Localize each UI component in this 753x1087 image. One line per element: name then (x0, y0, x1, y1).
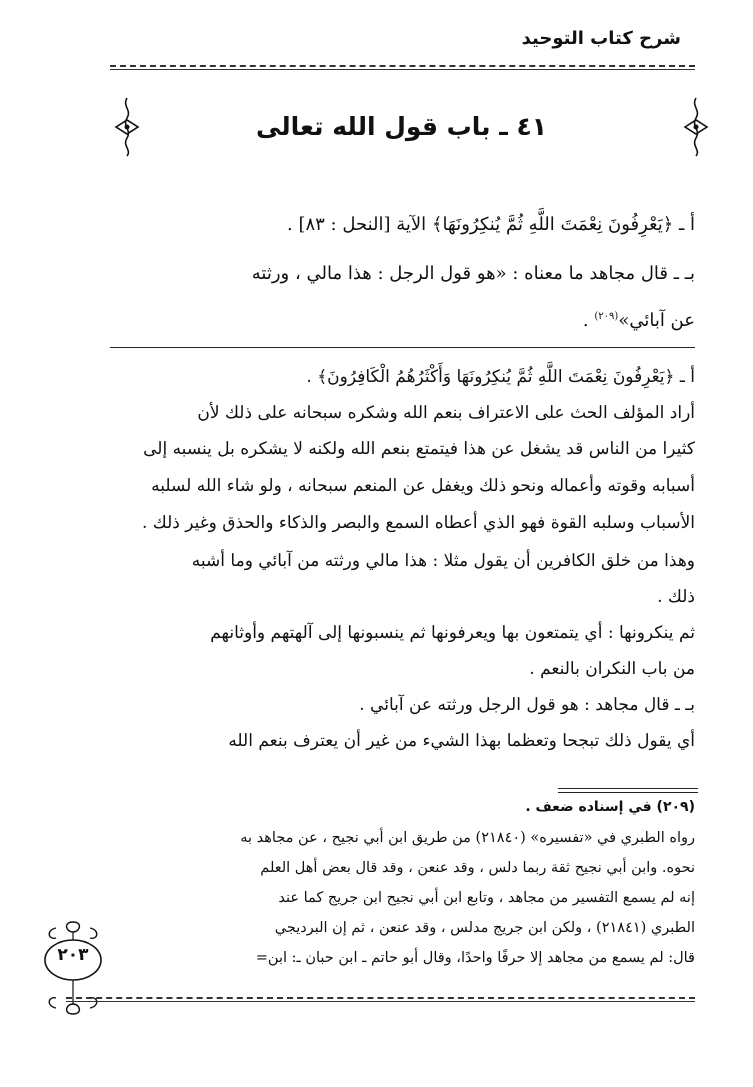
main-text-line (60, 306, 695, 332)
footnote-separator (558, 788, 698, 789)
footer-rule (66, 997, 695, 999)
main-text-span: عن آبائي» (618, 310, 695, 331)
commentary-line: أراد المؤلف الحث على الاعتراف بنعم الله وشكره سبحانه على ذلك لأن (197, 403, 695, 423)
footnote-line: رواه الطبري في «تفسيره» (٢١٨٤٠) من طريق ابن أبي نجيح ، عن مجاهد به (240, 830, 695, 846)
footnote-line: نحوه. وابن أبي نجيح ثقة ربما دلس ، وقد عنعن ، وقد قال بعض أهل العلم (260, 860, 695, 876)
main-text-span: . (582, 310, 595, 331)
footnote-separator-inner (558, 792, 698, 793)
footnote-heading (112, 797, 695, 817)
footnote-line: إنه لم يسمع التفسير من مجاهد ، وتابع ابن أبي نجيح ابن جريج كما عند (278, 890, 695, 906)
commentary-line: من باب النكران بالنعم . (529, 659, 695, 679)
footnote-line: قال: لم يسمع من مجاهد إلا حرفًا واحدًا، وقال أبو حاتم ـ ابن حبان ـ: ابن= (255, 950, 695, 966)
commentary-line: بـ ـ قال مجاهد : هو قول الرجل ورثته عن آبائي . (359, 695, 695, 715)
header-rule-inner (110, 69, 695, 70)
footnote-line: الطبري (٢١٨٤١) ، ولكن ابن جريج مدلس ، وقد عنعن ، ثم إن البرديجي (274, 920, 695, 936)
running-head: شرح كتاب التوحيد (521, 28, 681, 49)
header-rule (110, 65, 695, 67)
main-text-line: أ ـ ﴿يَعْرِفُونَ نِعْمَتَ اللَّهِ ثُمَّ يُنكِرُونَهَا﴾ الآية [النحل : ٨٣] . (287, 214, 695, 235)
footer-rule-inner (66, 1001, 695, 1002)
commentary-line: أ ـ ﴿يَعْرِفُونَ نِعْمَتَ اللَّهِ ثُمَّ يُنكِرُونَهَا وَأَكْثَرُهُمُ الْكَافِرُونَ﴾ . (306, 367, 695, 387)
page-number: ٢٠٣ (57, 945, 89, 965)
ornament-right-icon (681, 96, 711, 158)
commentary-line: الأسباب وسلبه القوة فهو الذي أعطاه السمع والبصر والذكاء والحذق وغير ذلك . (141, 513, 695, 533)
commentary-line: وهذا من خلق الكافرين أن يقول مثلا : هذا مالي ورثته من آبائي وما أشبه (191, 551, 695, 571)
footnote-ref: (٢٠٩) (594, 311, 619, 322)
commentary-line: أسبابه وقوته وأعماله ونحو ذلك ويغفل عن المنعم سبحانه ، ولو شاء الله لسلبه (151, 476, 695, 496)
commentary-line: ذلك . (657, 587, 695, 607)
ornament-left-icon (112, 96, 142, 158)
commentary-line: أي يقول ذلك تبجحا وتعظما بهذا الشيء من غير أن يعترف بنعم الله (228, 731, 695, 751)
footnote-head-text: (٢٠٩) في إسناده ضعف . (525, 799, 695, 815)
commentary-line: كثيرا من الناس قد يشغل عن هذا فيتمتع بنعم الله ولكنه لا يشكره بل ينسبه إلى (143, 439, 695, 459)
main-text-line: بـ ـ قال مجاهد ما معناه : «هو قول الرجل : هذا مالي ، ورثته (251, 263, 695, 284)
page-number-frame-icon (38, 918, 108, 1018)
chapter-title: ٤١ ـ باب قول الله تعالى (255, 112, 548, 141)
commentary-line: ثم ينكرونها : أي يتمتعون بها ويعرفونها ثم ينسبونها إلى آلهتهم وأوثانهم (210, 623, 695, 643)
section-separator (110, 347, 695, 348)
